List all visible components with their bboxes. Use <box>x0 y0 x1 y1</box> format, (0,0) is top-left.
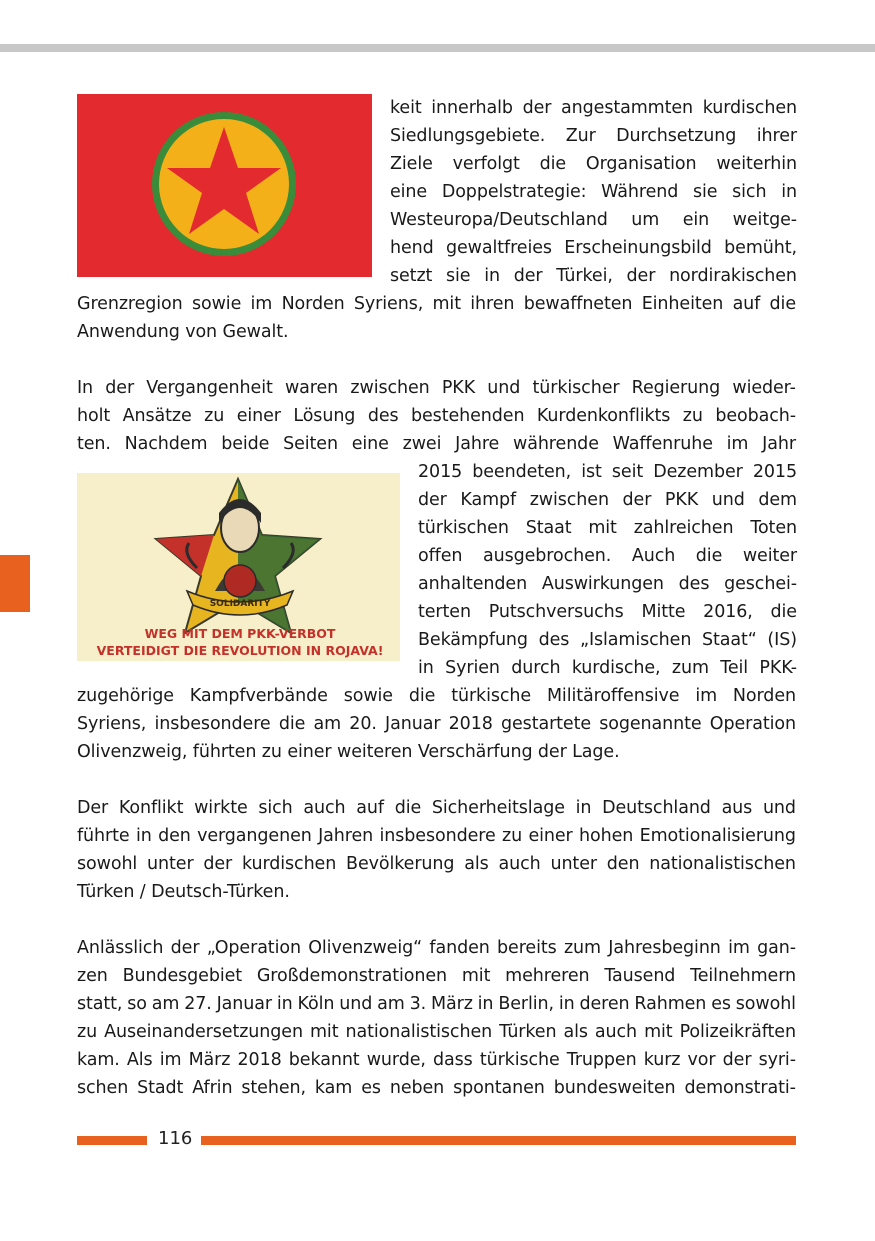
text-line: Anlässlich der „Operation Olivenzweig“ fanden bereits zum Jahresbeginn im gan- <box>77 938 796 958</box>
poster-banner-text: SOLIDARITY <box>209 599 271 609</box>
text-line: keit innerhalb der angestammten kurdischen <box>390 98 797 118</box>
text-line: Syriens, insbesondere die am 20. Januar 2018 gestartete sogenannte Operation <box>77 714 796 734</box>
text-line: setzt sie in der Türkei, der nordirakischen <box>390 266 797 286</box>
text-line: Westeuropa/Deutschland um ein weitge- <box>390 210 797 230</box>
text-line: schen Stadt Afrin stehen, kam es neben spontanen bundesweiten demonstrati- <box>77 1078 796 1098</box>
text-line: zen Bundesgebiet Großdemonstrationen mit mehreren Tausend Teilnehmern <box>77 966 796 986</box>
text-line: führte in den vergangenen Jahren insbesondere zu einer hohen Emotionalisierung <box>77 826 796 846</box>
page-number: 116 <box>158 1128 193 1149</box>
solidarity-star-portrait-icon <box>77 473 400 661</box>
text-line: Türken / Deutsch-Türken. <box>77 882 290 902</box>
text-line: Der Konflikt wirkte sich auch auf die Sicherheitslage in Deutschland aus und <box>77 798 796 818</box>
text-line: anhaltenden Auswirkungen des geschei- <box>418 574 797 594</box>
text-line: Bekämpfung des „Islamischen Staat“ (IS) <box>418 630 797 650</box>
text-line: Siedlungsgebiete. Zur Durchsetzung ihrer <box>390 126 797 146</box>
text-line: in Syrien durch kurdische, zum Teil PKK- <box>418 658 797 678</box>
text-line: ten. Nachdem beide Seiten eine zwei Jahre währende Waffenruhe im Jahr <box>77 434 796 454</box>
text-line: sowohl unter der kurdischen Bevölkerung als auch unter den nationalistischen <box>77 854 796 874</box>
pkk-flag-red-star-yellow-disc-icon <box>77 94 372 277</box>
text-line: Ziele verfolgt die Organisation weiterhin <box>390 154 797 174</box>
text-line: Olivenzweig, führten zu einer weiteren Verschärfung der Lage. <box>77 742 620 762</box>
text-line: eine Doppelstrategie: Während sie sich in <box>390 182 797 202</box>
text-line: türkischen Staat mit zahlreichen Toten <box>418 518 797 538</box>
text-line: statt, so am 27. Januar in Köln und am 3. März in Berlin, in deren Rahmen es sowohl <box>77 994 796 1014</box>
text-line: offen ausgebrochen. Auch die weiter <box>418 546 797 566</box>
poster-slogan-line2: VERTEIDIGT DIE REVOLUTION IN ROJAVA! <box>96 643 384 658</box>
footer-rule-left <box>77 1136 147 1145</box>
poster-slogan-line1: WEG MIT DEM PKK-VERBOT <box>144 626 336 641</box>
text-line: kam. Als im März 2018 bekannt wurde, dass türkische Truppen kurz vor der syri- <box>77 1050 796 1070</box>
text-line: 2015 beendeten, ist seit Dezember 2015 <box>418 462 797 482</box>
text-line: Anwendung von Gewalt. <box>77 322 289 342</box>
text-line: der Kampf zwischen der PKK und dem <box>418 490 797 510</box>
pkk-flag-image <box>77 94 372 277</box>
text-line: zu Auseinandersetzungen mit nationalistischen Türken als auch mit Polizeikräften <box>77 1022 796 1042</box>
top-rule <box>0 44 875 52</box>
rojava-solidarity-poster <box>77 473 400 661</box>
text-line: hend gewaltfreies Erscheinungsbild bemüht, <box>390 238 797 258</box>
text-line: terten Putschversuchs Mitte 2016, die <box>418 602 797 622</box>
text-line: Grenzregion sowie im Norden Syriens, mit ihren bewaffneten Einheiten auf die <box>77 294 796 314</box>
footer-rule-right <box>201 1136 796 1145</box>
text-line: In der Vergangenheit waren zwischen PKK und türkischer Regierung wieder- <box>77 378 796 398</box>
text-line: holt Ansätze zu einer Lösung des bestehenden Kurdenkonflikts zu beobach- <box>77 406 796 426</box>
chapter-tab-marker <box>0 555 30 612</box>
text-line: zugehörige Kampfverbände sowie die türkische Militäroffensive im Norden <box>77 686 796 706</box>
